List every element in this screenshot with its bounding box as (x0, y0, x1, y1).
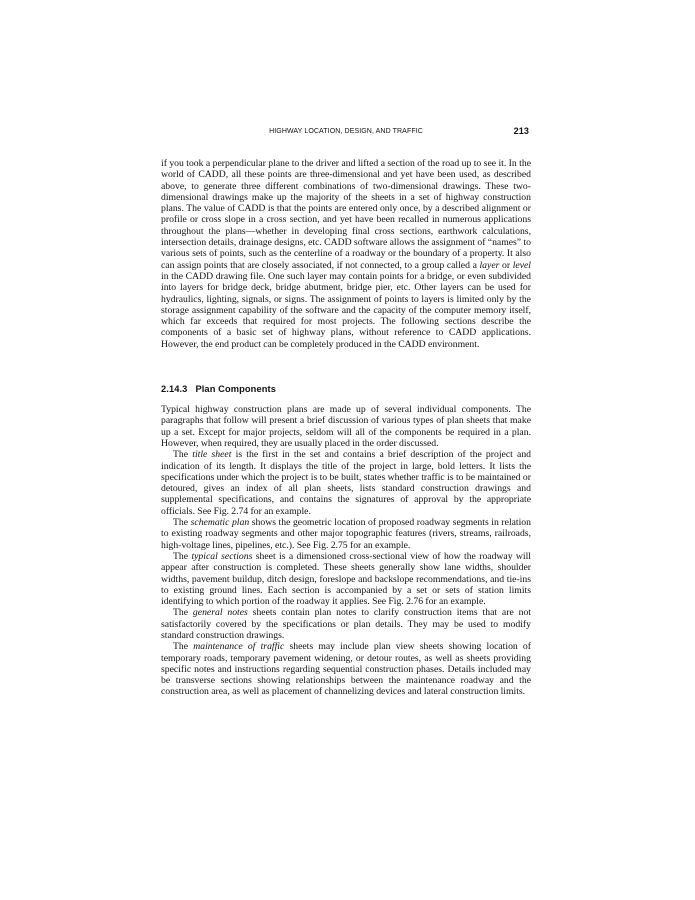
paragraph-typical-sections (161, 551, 531, 607)
paragraph-schematic-plan (161, 517, 531, 551)
p4-post: sheet is a dimensioned cross-sectional view of how the roadway will appear after construction is completed. These sheets generally show lane widths, shoulder widths, pavement buildup, ditch design, foreslope and backslope recommendations, and tie-ins to existing ground lines. Each section is accompanied by a set or sets of station limits identifying to which portion of the roadway it applies. See Fig. 2.76 for an example. (161, 550, 532, 608)
paragraph-maintenance-of-traffic (161, 641, 531, 697)
intro-term-layer: layer (479, 259, 500, 271)
intro-term-level: level (512, 259, 531, 271)
intro-text-b: or (499, 259, 513, 271)
section-number: 2.14.3 (161, 384, 188, 395)
p6-post: sheets may include plan view sheets showing location of temporary roads, temporary pavement widening, or detour routes, as well as sheets providing specific notes and instructions regarding sequential construction phases. Details included may be transverse sections showing relationships between the maintenance roadway and the construction area, as well as placement of channelizing devices and lateral construction limits. (161, 641, 531, 698)
p2-pre: The (173, 449, 193, 461)
running-head (161, 126, 531, 140)
p4-pre: The (173, 550, 192, 562)
term-maintenance-of-traffic: maintenance of traffic (193, 641, 285, 653)
term-title-sheet: title sheet (192, 449, 232, 461)
paragraph-general-notes (161, 607, 531, 641)
term-general-notes: general notes (192, 607, 248, 619)
p3-pre: The (173, 517, 191, 529)
p2-post: is the first in the set and contains a brief description of the project and indication of its length. It displays the title of the project in large, bold letters. It lists the specifications under which the project is to be built, states whether traffic is to be maintained or detoured, gives an index of all plan sheets, lists standard construction drawings and supplemental specifications, and contains the signatures of approval by the appropriate officials. See Fig. 2.74 for an example. (161, 449, 532, 517)
p6-pre: The (173, 641, 194, 653)
paragraph-plan-components: Typical highway construction plans are made up of several individual components. The paragraphs that follow will present a brief discussion of various types of plan sheets that make up a set. Except for major projects, seldom will all of the components be required in a plan. However, when required, they are usually placed in the order discussed. (161, 404, 531, 449)
page-number: 213 (513, 126, 529, 136)
p5-pre: The (173, 607, 193, 619)
section-heading (161, 384, 531, 394)
term-typical-sections: typical sections (191, 550, 253, 562)
paragraph-title-sheet (161, 449, 531, 517)
book-page (161, 126, 531, 698)
section-title: Plan Components (195, 384, 276, 395)
intro-text-a: if you took a perpendicular plane to the driver and lifted a section of the road up to see it. In the world of CADD, all these points are three-dimensional and yet have been used, as described above, to generate three different combinations of two-dimensional drawings. These two-dimensional drawings make up the majority of the sheets in a set of highway construction plans. The value of CADD is that the points are entered only once, by a described alignment or profile or cross slope in a cross section, and yet have been recalled in numerous applications throughout the plans—whether in developing final cross sections, earthwork calculations, intersection details, drainage designs, etc. CADD software allows the assignment of “names” to various sets of points, such as the centerline of a roadway or the boundary of a property. It also can assign points that are closely associated, if not connected, to a group called a (161, 158, 531, 271)
p3-post: shows the geometric location of proposed roadway segments in relation to existing roadway segments and other major topographic features (rivers, streams, railroads, high-voltage lines, pipelines, etc.). See Fig. 2.75 for an example. (161, 517, 531, 551)
intro-text-c: in the CADD drawing file. One such layer may contain points for a bridge, or even subdivided into layers for bridge deck, bridge abutment, bridge pier, etc. Other layers can be used for hydraulics, lighting, signals, or signs. The assignment of points to layers is limited only by the storage assignment capability of the software and the capacity of the computer memory itself, which far exceeds that required for most projects. The following sections describe the components of a basic set of highway plans, without reference to CADD applications. However, the end product can be completely produced in the CADD environment. (161, 270, 531, 350)
intro-paragraph (161, 158, 531, 350)
term-schematic-plan: schematic plan (190, 517, 250, 529)
p5-post: sheets contain plan notes to clarify construction items that are not satisfactorily covered by the specifications or plan details. They may be used to modify standard construction drawings. (161, 607, 531, 641)
running-title: HIGHWAY LOCATION, DESIGN, AND TRAFFIC (269, 128, 423, 135)
body-text (161, 158, 531, 698)
